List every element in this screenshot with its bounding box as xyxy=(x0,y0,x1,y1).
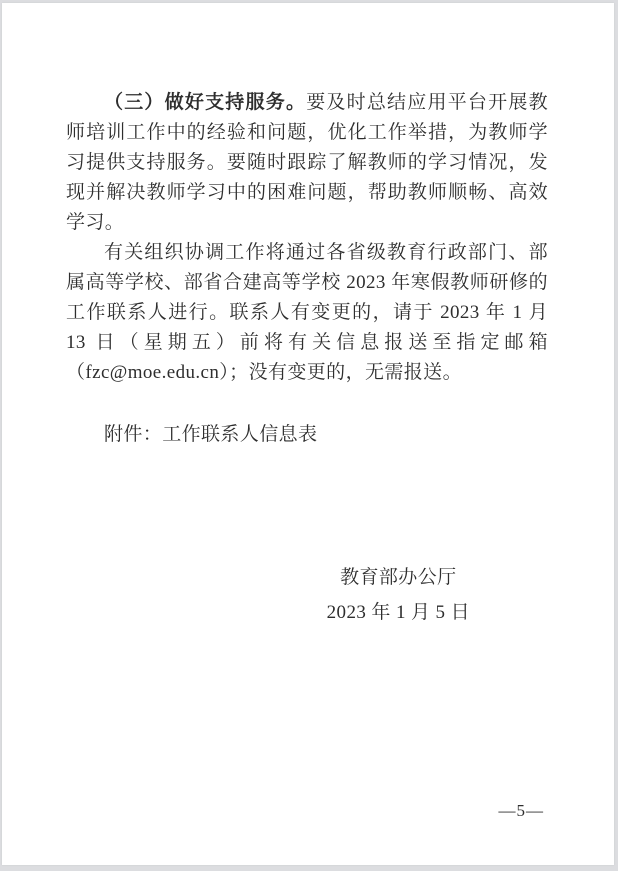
issue-date: 2023 年 1 月 5 日 xyxy=(326,602,470,623)
signature-block xyxy=(327,560,470,630)
document-page xyxy=(2,3,614,865)
issuing-office: 教育部办公厅 xyxy=(340,567,457,588)
attachment-line: 附件：工作联系人信息表 xyxy=(104,424,318,445)
paragraph-body-text: 要及时总结应用平台开展教师培训工作中的经验和问题，优化工作举措，为教师学习提供支持服务。要随时跟踪了解教师的学习情况，发现并解决教师学习中的困难问题，帮助教师顺畅、高效学习。 xyxy=(66,92,548,233)
paragraph-body-text: 有关组织协调工作将通过各省级教育行政部门、部属高等学校、部省合建高等学校 2023 年寒假教师研修的工作联系人进行。联系人有变更的，请于 2023 年 1 月 13 日（星期五）前将有关信息报送至指定邮箱（fzc@moe.edu.cn）；没有变更的，无需报送。 xyxy=(66,242,548,383)
document-body xyxy=(66,88,548,630)
page-number: —5— xyxy=(498,801,544,820)
paragraph-lead-heading: （三）做好支持服务。 xyxy=(104,92,307,113)
paragraph-coordination-contact xyxy=(66,238,548,388)
paragraph-support-services xyxy=(66,88,548,238)
